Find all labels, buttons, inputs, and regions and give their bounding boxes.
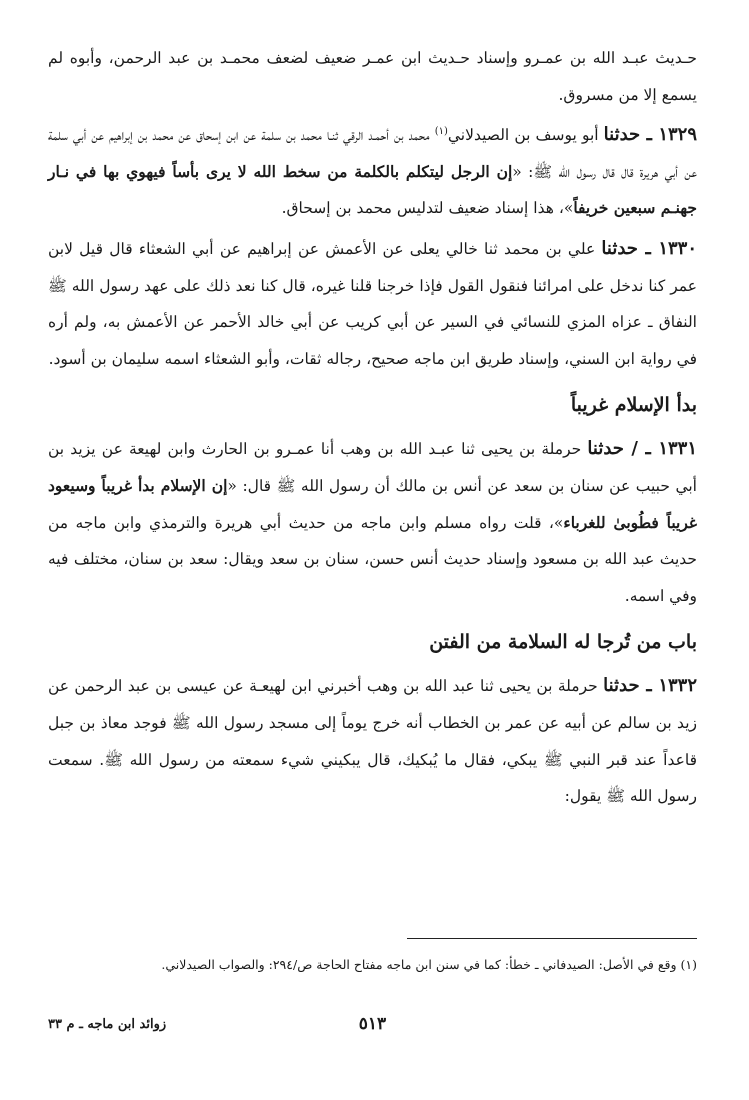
page-footer	[48, 1014, 697, 1044]
hadith-separator: ـ	[640, 124, 659, 146]
footnote: (١) وقع في الأصل: الصيدفاني ـ خطأ: كما في سنن ابن ماجه مفتاح الحاجة ص/٢٩٤: والصواب الصيدلاني.	[161, 957, 697, 972]
continuation-text: حـديث عبـد الله بن عمـرو وإسناد حـديث ابن عمـر ضعيف لضعف محمـد بن عبد الرحمن، وأبوه لم يسمع إلا من مسروق.	[48, 49, 697, 104]
footnote-marker: (١)	[434, 126, 448, 138]
hadith-text: علي بن محمد ثنا خالي يعلى عن الأعمش عن إبراهيم عن أبي الشعثاء قال قيل لابن عمر كنا ندخل على امرائنا فنقول القول فإذا خرجنا قلنا غيره، قال كنا نعد ذلك على عهد رسول الله ﷺ النفاق ـ عزاه المزي للنسائي في السير عن أبي كريب عن أبي خالد الأحمر عن الأعمش به، ولم أره في رواية ابن السني، وإسناد طريق ابن ماجه صحيح، رجاله ثقات، وأبو الشعثاء اسمه سليمان بن أسود.	[48, 239, 697, 368]
hadith-number: ١٣٣١	[658, 438, 697, 460]
hadith-separator: ـ /	[623, 438, 659, 460]
hadith-number: ١٣٣٠	[658, 237, 697, 259]
grading-comment: »، قلت رواه مسلم وابن ماجه من حديث أبي هريرة والترمذي وابن ماجه من حديث عبد الله بن مسعود وإسناد حديث أنس حسن، سنان بن سعد ويقال: سعد بن سنان، مختلف فيه وفي اسمه.	[48, 513, 697, 605]
haddathana-word: حدثنا	[603, 675, 640, 697]
hadith-separator: ـ	[637, 237, 659, 259]
haddathana-word: حدثنا	[601, 237, 638, 259]
haddathana-word: حدثنا	[587, 438, 624, 460]
hadith-1331	[48, 431, 697, 614]
isnad: حرملة بن يحيى ثنا عبـد الله بن وهب أنا عمـرو بن الحارث وابن لهيعة عن يزيد بن أبي حبيب عن سنان بن سعد عن أنس بن مالك أن رسول الله ﷺ قال: «	[48, 440, 697, 495]
section-heading: بدأ الإسلام غريباً	[570, 394, 697, 417]
footnote-divider	[407, 938, 697, 939]
paragraph-continuation	[48, 40, 697, 113]
hadith-number: ١٣٢٩	[658, 124, 697, 146]
isnad-start: أبو يوسف بن الصيدلاني	[447, 126, 604, 145]
signature-line: زوائد ابن ماجه ـ م ٣٣	[48, 1017, 167, 1032]
hadith-1329	[48, 117, 697, 227]
prophetic-saying: إن الرجل ليتكلم بالكلمة من سخط الله لا يرى بأساً فيهوي بها في نـار جهنـم سبعين خريفاً	[48, 161, 697, 218]
main-text	[48, 40, 697, 815]
grading-comment: »، هذا إسناد ضعيف لتدليس محمد بن إسحاق.	[281, 199, 574, 218]
prophetic-saying: إن الإسلام بدأ غريباً وسيعود غريباً فطُوبىٰ للغرباء	[48, 475, 698, 532]
isnad-rest: محمد بن أحمـد الرقي ثنـا محمد بن سلمة عن ابن إسحاق عن محمد بن إبراهيم عن أبي سلمة عن أبي هريرة قال قال رسول الله ﷺ: «	[48, 126, 697, 181]
hadith-1332	[48, 668, 697, 814]
chapter-heading: باب من تُرجا له السلامة من الفتن	[429, 631, 697, 654]
haddathana-word: حدثنا	[603, 124, 641, 146]
hadith-text: حرملة بن يحيى ثنا عبد الله بن وهب أخبرني ابن لهيعـة عن عيسى بن عبد الرحمن عن زيد بن سالم عن أبيه عن عمر بن الخطاب أنه خرج يوماً إلى مسجد رسول الله ﷺ فوجد معاذ بن جبل قاعداً عند قبر النبي ﷺ يبكي، فقال ما يُبكيك، قال يبكيني شيء سمعته من رسول الله ﷺ. سمعت رسول الله ﷺ يقول:	[48, 677, 697, 806]
hadith-number: ١٣٣٢	[658, 675, 697, 697]
hadith-1330	[48, 231, 697, 377]
hadith-separator: ـ	[639, 675, 659, 697]
page-number: ٥١٣	[358, 1014, 387, 1034]
